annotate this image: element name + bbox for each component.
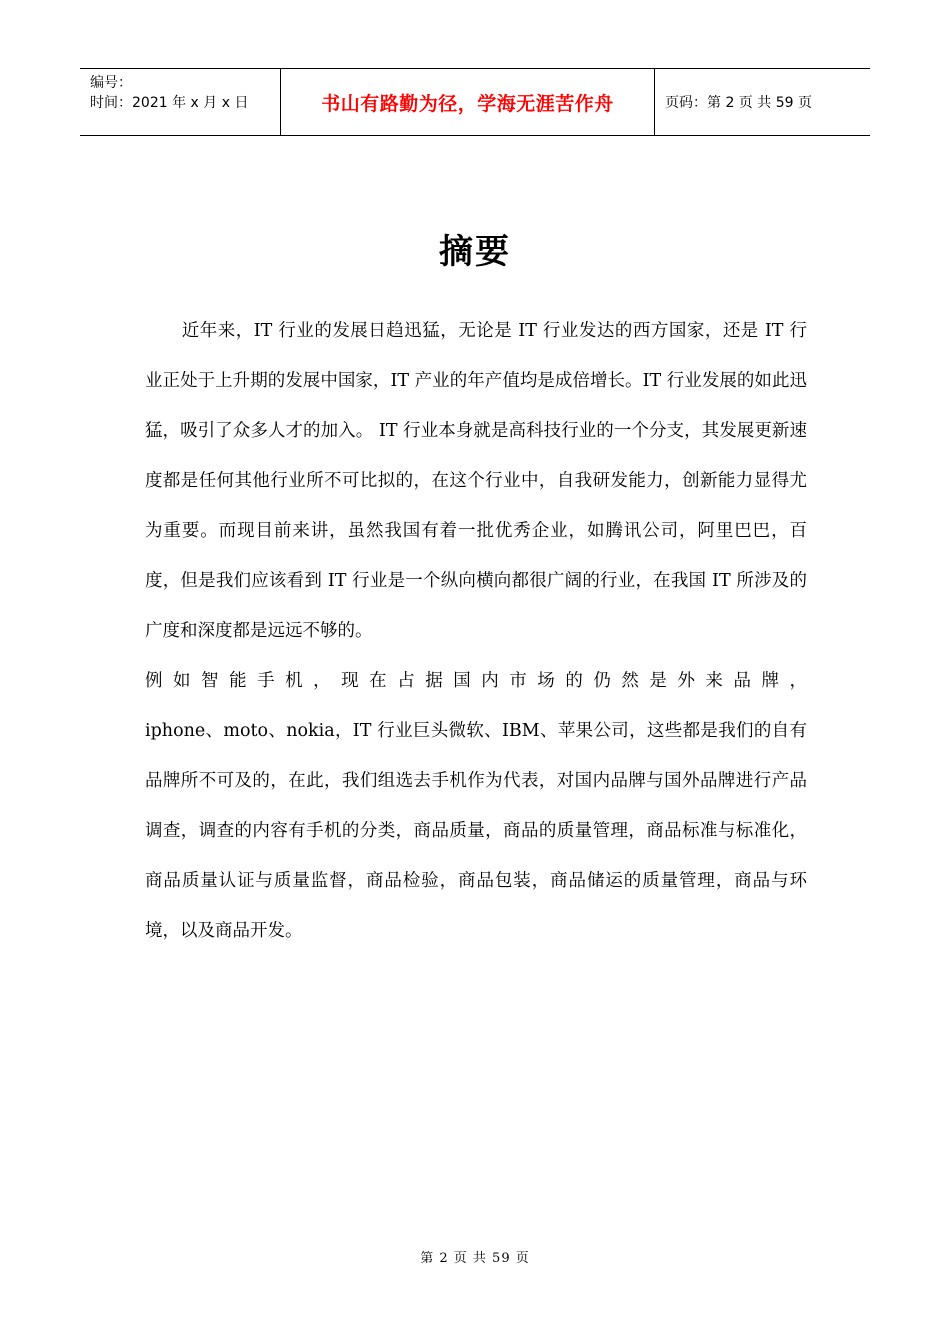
abstract-paragraph-2-rest: iphone、moto、nokia，IT 行业巨头微软、IBM、苹果公司，这些都是我们的自有品牌所不可及的，在此，我们组选去手机作为代表，对国内品牌与国外品牌进行产品调查，调查的内容有手机的分类，商品质量，商品的质量管理，商品标准与标准化，商品质量认证与质量监督，商品检验，商品包装，商品储运的质量管理，商品与环境，以及商品开发。 <box>145 721 807 941</box>
header-page-number: 页码：第 2 页 共 59 页 <box>665 95 812 111</box>
document-time-label: 时间：2021 年 x 月 x 日 <box>90 95 249 111</box>
page-title: 摘要 <box>439 232 511 272</box>
page-header <box>80 68 870 136</box>
page-footer: 第 2 页 共 59 页 <box>420 1251 530 1266</box>
abstract-body <box>145 306 807 956</box>
abstract-paragraph-2-line-1: 例如智能手机，现在占据国内市场的仍然是外来品牌， <box>145 671 807 691</box>
abstract-paragraph-1: 近年来，IT 行业的发展日趋迅猛，无论是 IT 行业发达的西方国家，还是 IT 行业正处于上升期的发展中国家，IT 产业的年产值均是成倍增长。IT 行业发展的如此迅猛，吸引了众多人才的加入。 IT 行业本身就是高科技行业的一个分支，其发展更新速度都是任何其他行业所不可比拟的，在这个行业中，自我研发能力，创新能力显得尤为重要。而现目前来讲，虽然我国有着一批优秀企业，如腾讯公司，阿里巴巴，百度，但是我们应该看到 IT 行业是一个纵向横向都很广阔的行业，在我国 IT 所涉及的广度和深度都是远远不够的。 <box>145 321 807 641</box>
document-number-label: 编号： <box>90 75 132 91</box>
header-meta <box>80 69 281 135</box>
header-motto: 书山有路勤为径，学海无涯苦作舟 <box>281 69 655 135</box>
